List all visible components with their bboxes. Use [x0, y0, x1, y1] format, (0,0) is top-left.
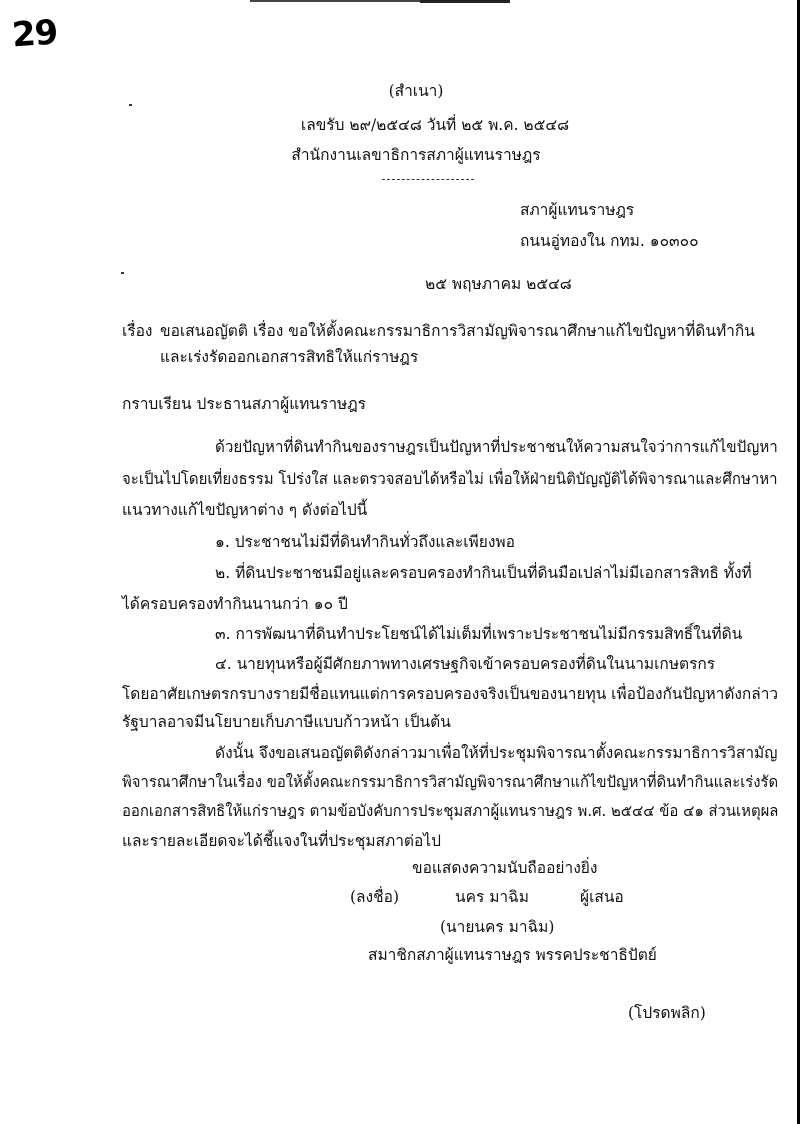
handwritten-page-number: 29	[10, 12, 59, 56]
please-turn-over: (โปรดพลิก)	[628, 1004, 706, 1022]
receipt-number: เลขรับ ๒๙/๒๕๔๘ วันที่ ๒๕ พ.ค. ๒๕๔๘	[300, 116, 570, 134]
letter-date: ๒๕ พฤษภาคม ๒๕๔๘	[425, 275, 572, 293]
scan-top-mark-dark	[420, 0, 510, 3]
conclusion-line-4: และรายละเอียดจะได้ชี้แจงในที่ประชุมสภาต่อไป	[122, 832, 441, 850]
signer-name: นคร มาฉิม	[455, 888, 529, 906]
subject-line-2: และเร่งรัดออกเอกสารสิทธิให้แก่ราษฎร	[160, 348, 419, 366]
subject-label: เรื่อง	[122, 322, 153, 340]
conclusion-line-3: ออกเอกสารสิทธิให้แก่ราษฎร ตามข้อบังคับการประชุมสภาผู้แทนราษฎร พ.ศ. ๒๕๔๔ ข้อ ๔๑ ส่วนเหตุผล	[122, 802, 779, 820]
item-2-line-2: ได้ครอบครองทำกินนานกว่า ๑๐ ปี	[122, 595, 348, 613]
item-3: ๓. การพัฒนาที่ดินทำประโยชน์ได้ไม่เต็มที่เพราะประชาชนไม่มีกรรมสิทธิ์ในที่ดิน	[215, 625, 743, 643]
signer-full-name: (นายนคร มาฉิม)	[440, 918, 555, 936]
signed-label: (ลงชื่อ)	[350, 888, 399, 906]
signer-position: สมาชิกสภาผู้แทนราษฎร พรรคประชาธิปัตย์	[368, 946, 657, 964]
item-4-line-3: รัฐบาลอาจมีนโยบายเก็บภาษีแบบก้าวหน้า เป็นต้น	[122, 713, 451, 731]
conclusion-line-1: ดังนั้น จึงขอเสนอญัตติดังกล่าวมาเพื่อให้ที่ประชุมพิจารณาตั้งคณะกรรมาธิการวิสามัญ	[215, 744, 778, 762]
subject-line-1: ขอเสนอญัตติ เรื่อง ขอให้ตั้งคณะกรรมาธิการวิสามัญพิจารณาศึกษาแก้ไขปัญหาที่ดินทำกิน	[160, 322, 755, 340]
copy-mark: (สำเนา)	[388, 82, 444, 100]
scan-speck	[129, 104, 132, 106]
item-4-line-2: โดยอาศัยเกษตรกรบางรายมีชื่อแทนแต่การครอบครองจริงเป็นของนายทุน เพื่อป้องกันปัญหาดังกล่าว	[122, 685, 779, 703]
item-1: ๑. ประชาชนไม่มีที่ดินทำกินทั่วถึงและเพียงพอ	[215, 533, 515, 551]
header-divider	[382, 179, 474, 180]
intro-line-3: แนวทางแก้ไขปัญหาต่าง ๆ ดังต่อไปนี้	[122, 501, 368, 519]
office-name: สำนักงานเลขาธิการสภาผู้แทนราษฎร	[291, 146, 541, 164]
closing-respect: ขอแสดงความนับถืออย่างยิ่ง	[412, 859, 598, 877]
proposer-label: ผู้เสนอ	[580, 888, 624, 906]
item-2-line-1: ๒. ที่ดินประชาชนมีอยู่และครอบครองทำกินเป็นที่ดินมือเปล่าไม่มีเอกสารสิทธิ ทั้งที่	[215, 564, 752, 582]
address-line-2: ถนนอู่ทองใน กทม. ๑๐๓๐๐	[520, 232, 699, 250]
address-line-1: สภาผู้แทนราษฎร	[520, 201, 635, 219]
salutation: กราบเรียน ประธานสภาผู้แทนราษฎร	[122, 395, 366, 413]
conclusion-line-2: พิจารณาศึกษาในเรื่อง ขอให้ตั้งคณะกรรมาธิการวิสามัญพิจารณาศึกษาแก้ไขปัญหาที่ดินทำกินและเร่งรัด	[122, 773, 779, 791]
scan-speck	[121, 272, 124, 274]
item-4-line-1: ๔. นายทุนหรือผู้มีศักยภาพทางเศรษฐกิจเข้าครอบครองที่ดินในนามเกษตรกร	[215, 655, 716, 673]
intro-line-2: จะเป็นไปโดยเที่ยงธรรม โปร่งใส และตรวจสอบได้หรือไม่ เพื่อให้ฝ่ายนิติบัญญัติได้พิจารณาและศึกษาหา	[122, 470, 778, 488]
intro-line-1: ด้วยปัญหาที่ดินทำกินของราษฎรเป็นปัญหาที่ประชาชนให้ความสนใจว่าการแก้ไขปัญหา	[215, 438, 778, 456]
